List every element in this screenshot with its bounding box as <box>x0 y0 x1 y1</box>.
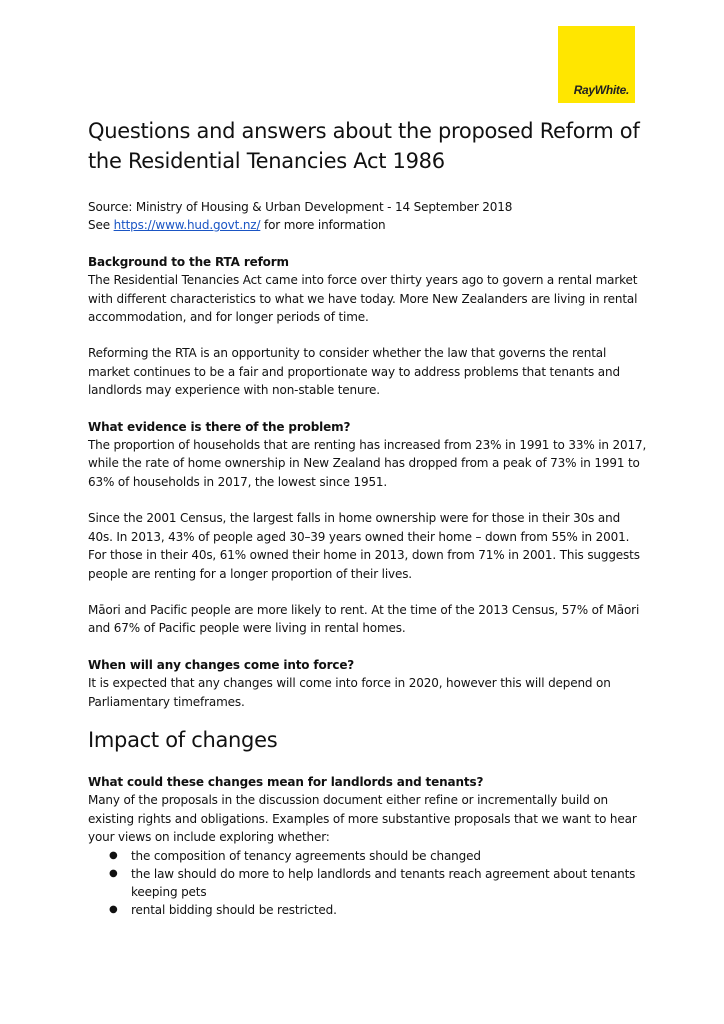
hud-link[interactable]: https://www.hud.govt.nz/ <box>113 218 261 233</box>
evidence-paragraph-1: The proportion of households that are renting has increased from 23% in 1991 to 33% in 2017, while the rate of home ownership in New Zealand has dropped from a peak of 73% in 1991 to 63% of households in 2017, the lowest since 1951. <box>88 438 647 489</box>
bullet-icon: ● <box>109 849 118 861</box>
timing-heading: When will any changes come into force? <box>88 657 355 672</box>
list-item <box>109 901 648 919</box>
impact-heading: What could these changes mean for landlords and tenants? <box>88 774 484 789</box>
document-title: Questions and answers about the proposed Reform of the Residential Tenancies Act 1986 <box>88 119 640 173</box>
list-item-text: the composition of tenancy agreements should be changed <box>131 848 481 863</box>
background-paragraph-2: Reforming the RTA is an opportunity to consider whether the law that governs the rental market continues to be a fair and proportionate way to address problems that tenants and landlords may experience with non-stable tenure. <box>88 346 620 398</box>
see-prefix: See <box>88 218 114 233</box>
see-suffix: for more information <box>260 218 386 233</box>
evidence-paragraph-2: Since the 2001 Census, the largest falls in home ownership were for those in their 30s and 40s. In 2013, 43% of people aged 30–39 years owned their home – down from 55% in 2001. For those in their 40s, 61% owned their home in 2013, down from 71% in 2001. This suggests people are renting for a longer proportion of their lives. <box>88 511 640 581</box>
logo-text: RayWhite. <box>573 83 629 97</box>
timing-paragraph: It is expected that any changes will come into force in 2020, however this will depend on Parliamentary timeframes. <box>88 676 611 709</box>
see-line <box>88 216 648 234</box>
background-paragraph-1: The Residential Tenancies Act came into force over thirty years ago to govern a rental market with different characteristics to what we have today. More New Zealanders are living in rental accommodation, and for longer periods of time. <box>88 273 638 325</box>
list-item-text: rental bidding should be restricted. <box>131 902 337 917</box>
impact-section-title: Impact of changes <box>88 727 278 752</box>
impact-paragraph: Many of the proposals in the discussion document either refine or incrementally build on existing rights and obligations. Examples of more substantive proposals that we want to hear your views on include exploring whether: <box>88 793 637 845</box>
list-item <box>109 847 648 865</box>
bullet-icon: ● <box>109 903 118 915</box>
impact-bullet-list <box>88 847 648 919</box>
document-body <box>88 116 648 919</box>
list-item <box>109 865 648 901</box>
source-line: Source: Ministry of Housing & Urban Development - 14 September 2018 <box>88 200 513 214</box>
evidence-paragraph-3: Māori and Pacific people are more likely to rent. At the time of the 2013 Census, 57% of Māori and 67% of Pacific people were living in rental homes. <box>88 602 640 636</box>
list-item-text: the law should do more to help landlords and tenants reach agreement about tenants keeping pets <box>131 866 636 899</box>
raywhite-logo <box>558 26 635 103</box>
evidence-heading: What evidence is there of the problem? <box>88 419 351 434</box>
bullet-icon: ● <box>109 867 118 879</box>
background-heading: Background to the RTA reform <box>88 254 289 269</box>
